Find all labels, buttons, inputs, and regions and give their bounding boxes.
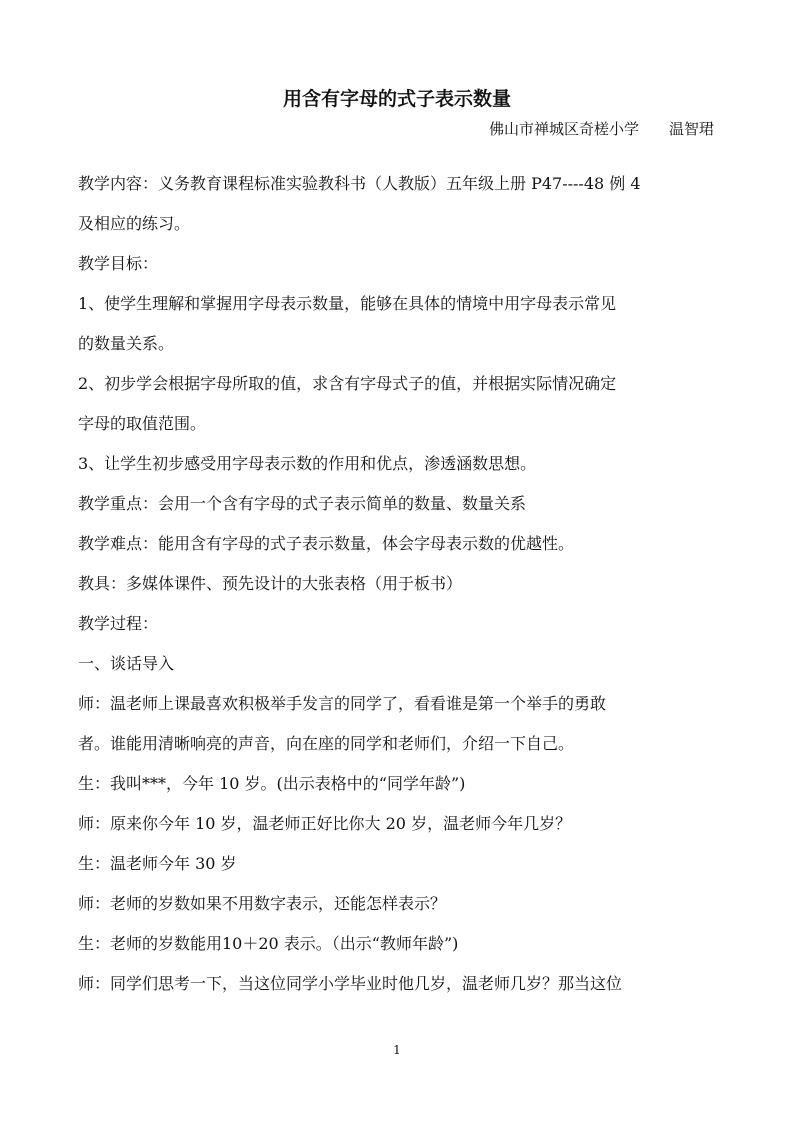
body-line: 一、谈话导入 <box>78 654 175 673</box>
body-line: 教学目标： <box>78 254 159 273</box>
body-line: 及相应的练习。 <box>78 214 191 233</box>
document-body <box>78 164 718 1004</box>
body-line: 1、使学生理解和掌握用字母表示数量，能够在具体的情境中用字母表示常见 <box>78 294 617 313</box>
author-line: 佛山市禅城区奇槎小学 温智珺 <box>488 120 714 138</box>
body-line: 教学内容：义务教育课程标准实验教科书（人教版）五年级上册 P47----48 例 4 <box>78 174 641 193</box>
body-line: 教具：多媒体课件、预先设计的大张表格（用于板书） <box>78 574 463 593</box>
body-line: 生：老师的岁数能用10＋20 表示。（出示“教师年龄”) <box>78 934 459 953</box>
body-line: 字母的取值范围。 <box>78 414 207 433</box>
body-line: 教学过程： <box>78 614 159 633</box>
body-line: 生：我叫***，今年 10 岁。(出示表格中的“同学年龄”) <box>78 774 466 793</box>
body-line: 师：温老师上课最喜欢积极举手发言的同学了，看看谁是第一个举手的勇敢 <box>78 694 607 713</box>
body-line: 的数量关系。 <box>78 334 175 353</box>
body-line: 生：温老师今年 30 岁 <box>78 854 237 873</box>
body-line: 者。谁能用清晰响亮的声音，向在座的同学和老师们，介绍一下自己。 <box>78 734 575 753</box>
document-title: 用含有字母的式子表示数量 <box>282 88 511 110</box>
body-line: 师：老师的岁数如果不用数字表示，还能怎样表示？ <box>78 894 447 913</box>
body-line: 师：原来你今年 10 岁，温老师正好比你大 20 岁，温老师今年几岁？ <box>78 814 572 833</box>
body-line: 教学重点：会用一个含有字母的式子表示简单的数量、数量关系 <box>78 494 527 513</box>
body-line: 师：同学们思考一下，当这位同学小学毕业时他几岁，温老师几岁？那当这位 <box>78 974 623 993</box>
body-line: 教学难点：能用含有字母的式子表示数量，体会字母表示数的优越性。 <box>78 534 575 553</box>
page-number: 1 <box>393 1043 401 1057</box>
body-line: 2、初步学会根据字母所取的值，求含有字母式子的值，并根据实际情况确定 <box>78 374 617 393</box>
body-line: 3、让学生初步感受用字母表示数的作用和优点，渗透涵数思想。 <box>78 454 537 473</box>
